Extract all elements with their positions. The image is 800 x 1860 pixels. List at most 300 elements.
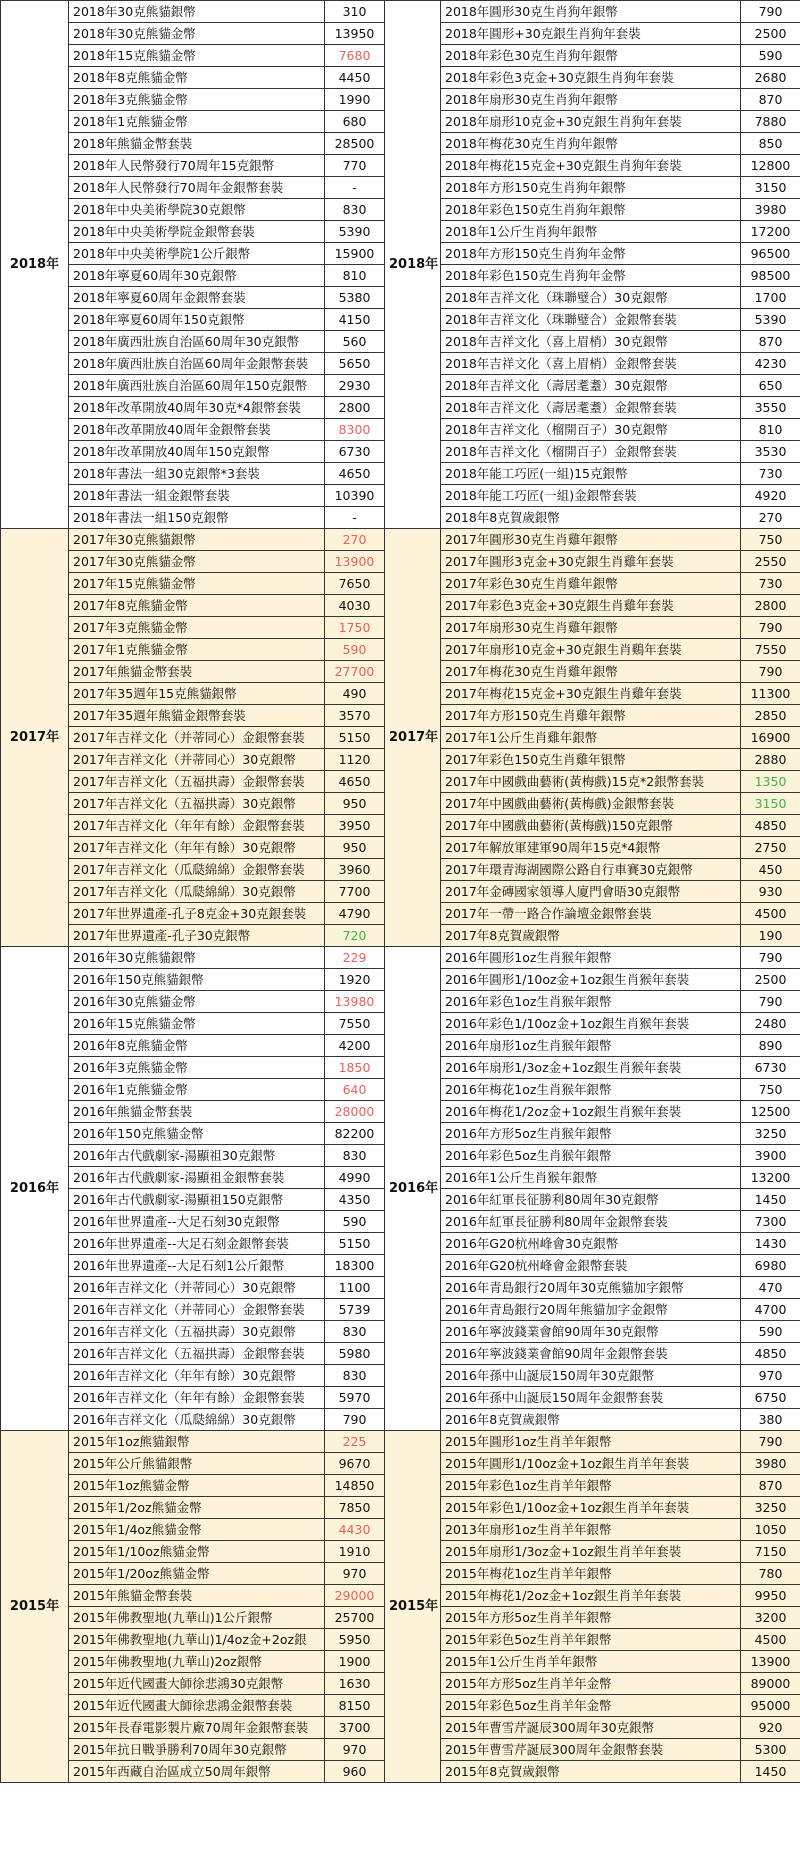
coin-name-left: 2015年1/4oz熊貓金幣 xyxy=(69,1519,325,1541)
price-left: 4200 xyxy=(325,1035,385,1057)
price-left: 5739 xyxy=(325,1299,385,1321)
coin-name-right: 2017年解放軍建軍90周年15克*4銀幣 xyxy=(441,837,741,859)
coin-name-left: 2016年吉祥文化（瓜瓞綿綿）30克銀幣 xyxy=(69,1409,325,1431)
coin-name-right: 2016年彩色5oz生肖猴年銀幣 xyxy=(441,1145,741,1167)
price-right: 5390 xyxy=(741,309,800,331)
price-right: 12500 xyxy=(741,1101,800,1123)
price-right: 7300 xyxy=(741,1211,800,1233)
coin-name-right: 2015年曹雪芹誕辰300周年30克銀幣 xyxy=(441,1717,741,1739)
price-right: 7550 xyxy=(741,639,800,661)
coin-name-right: 2016年扇形1/3oz金+1oz銀生肖猴年套裝 xyxy=(441,1057,741,1079)
price-left: 1920 xyxy=(325,969,385,991)
coin-name-left: 2016年30克熊貓銀幣 xyxy=(69,947,325,969)
price-left: 270 xyxy=(325,529,385,551)
coin-name-left: 2017年吉祥文化（瓜瓞綿綿）金銀幣套裝 xyxy=(69,859,325,881)
price-right: 98500 xyxy=(741,265,800,287)
price-right: 790 xyxy=(741,991,800,1013)
coin-name-right: 2018年梅花15克金+30克銀生肖狗年套裝 xyxy=(441,155,741,177)
coin-name-right: 2016年彩色1/10oz金+1oz銀生肖猴年套裝 xyxy=(441,1013,741,1035)
coin-name-left: 2016年古代戲劇家-湯顯祖150克銀幣 xyxy=(69,1189,325,1211)
price-left: 830 xyxy=(325,1365,385,1387)
coin-name-right: 2017年8克賀歲銀幣 xyxy=(441,925,741,947)
year-label-left: 2017年 xyxy=(1,529,69,947)
price-right: 3250 xyxy=(741,1123,800,1145)
coin-name-right: 2018年圓形30克生肖狗年銀幣 xyxy=(441,1,741,23)
price-left: 1900 xyxy=(325,1651,385,1673)
coin-name-right: 2016年扇形1oz生肖猴年銀幣 xyxy=(441,1035,741,1057)
coin-name-left: 2015年1oz熊貓金幣 xyxy=(69,1475,325,1497)
coin-name-left: 2018年改革開放40周年150克銀幣 xyxy=(69,441,325,463)
coin-name-right: 2017年扇形10克金+30克銀生肖鷄年套裝 xyxy=(441,639,741,661)
coin-name-right: 2017年彩色150克生肖雞年银幣 xyxy=(441,749,741,771)
coin-name-right: 2015年彩色5oz生肖羊年銀幣 xyxy=(441,1629,741,1651)
price-left: 7680 xyxy=(325,45,385,67)
price-right: 790 xyxy=(741,947,800,969)
coin-name-left: 2018年書法一組30克銀幣*3套裝 xyxy=(69,463,325,485)
price-right: 4700 xyxy=(741,1299,800,1321)
price-left: 27700 xyxy=(325,661,385,683)
coin-name-left: 2018年1克熊貓金幣 xyxy=(69,111,325,133)
price-left: - xyxy=(325,177,385,199)
price-right: 730 xyxy=(741,573,800,595)
price-left: 9670 xyxy=(325,1453,385,1475)
coin-name-left: 2018年3克熊貓金幣 xyxy=(69,89,325,111)
coin-name-right: 2015年方形5oz生肖羊年銀幣 xyxy=(441,1607,741,1629)
price-left: 960 xyxy=(325,1761,385,1783)
price-left: 28500 xyxy=(325,133,385,155)
coin-name-left: 2017年吉祥文化（并蒂同心）金銀幣套裝 xyxy=(69,727,325,749)
price-right: 2880 xyxy=(741,749,800,771)
price-left: 7700 xyxy=(325,881,385,903)
coin-name-left: 2017年35週年15克熊貓銀幣 xyxy=(69,683,325,705)
coin-name-right: 2016年紅軍長征勝利80周年30克銀幣 xyxy=(441,1189,741,1211)
coin-name-left: 2018年寧夏60周年金銀幣套裝 xyxy=(69,287,325,309)
price-left: 82200 xyxy=(325,1123,385,1145)
coin-name-left: 2018年30克熊貓銀幣 xyxy=(69,1,325,23)
coin-name-left: 2018年熊貓金幣套裝 xyxy=(69,133,325,155)
coin-name-left: 2018年改革開放40周年金銀幣套裝 xyxy=(69,419,325,441)
price-right: 4920 xyxy=(741,485,800,507)
coin-name-left: 2016年吉祥文化（并蒂同心）金銀幣套裝 xyxy=(69,1299,325,1321)
coin-name-right: 2016年方形5oz生肖猴年銀幣 xyxy=(441,1123,741,1145)
coin-name-left: 2016年吉祥文化（五福拱壽）金銀幣套裝 xyxy=(69,1343,325,1365)
price-right: 590 xyxy=(741,45,800,67)
coin-name-right: 2016年孫中山誕辰150周年30克銀幣 xyxy=(441,1365,741,1387)
price-left: 970 xyxy=(325,1739,385,1761)
table-row xyxy=(1,1431,800,1453)
price-right: 3150 xyxy=(741,793,800,815)
coin-name-right: 2017年彩色3克金+30克銀生肖雞年套裝 xyxy=(441,595,741,617)
price-right: 9950 xyxy=(741,1585,800,1607)
price-left: 590 xyxy=(325,639,385,661)
coin-name-right: 2018年梅花30克生肖狗年銀幣 xyxy=(441,133,741,155)
price-right: 650 xyxy=(741,375,800,397)
coin-name-right: 2016年8克賀歲銀幣 xyxy=(441,1409,741,1431)
price-left: 770 xyxy=(325,155,385,177)
coin-name-left: 2016年15克熊貓金幣 xyxy=(69,1013,325,1035)
price-left: 1750 xyxy=(325,617,385,639)
coin-name-left: 2018年中央美術學院30克銀幣 xyxy=(69,199,325,221)
price-left: 1910 xyxy=(325,1541,385,1563)
coin-name-right: 2018年8克賀歲銀幣 xyxy=(441,507,741,529)
price-right: 890 xyxy=(741,1035,800,1057)
coin-name-left: 2015年佛教聖地(九華山)2oz銀幣 xyxy=(69,1651,325,1673)
price-right: 3980 xyxy=(741,199,800,221)
price-left: 28000 xyxy=(325,1101,385,1123)
coin-name-left: 2016年吉祥文化（五福拱壽）30克銀幣 xyxy=(69,1321,325,1343)
table-row xyxy=(1,947,800,969)
price-right: 89000 xyxy=(741,1673,800,1695)
coin-name-right: 2016年梅花1oz生肖猴年銀幣 xyxy=(441,1079,741,1101)
price-right: 970 xyxy=(741,1365,800,1387)
price-right: 870 xyxy=(741,331,800,353)
coin-name-right: 2018年能工巧匠(一組)金銀幣套裝 xyxy=(441,485,741,507)
price-left: 4990 xyxy=(325,1167,385,1189)
price-right: 4500 xyxy=(741,1629,800,1651)
price-left: 5970 xyxy=(325,1387,385,1409)
price-left: 830 xyxy=(325,199,385,221)
price-left: 25700 xyxy=(325,1607,385,1629)
coin-name-left: 2017年熊貓金幣套裝 xyxy=(69,661,325,683)
coin-name-right: 2016年G20杭州峰會30克銀幣 xyxy=(441,1233,741,1255)
coin-name-left: 2015年長春電影製片廠70周年金銀幣套裝 xyxy=(69,1717,325,1739)
price-right: 750 xyxy=(741,1079,800,1101)
coin-name-left: 2018年書法一組150克銀幣 xyxy=(69,507,325,529)
price-right: 3250 xyxy=(741,1497,800,1519)
coin-name-left: 2017年3克熊貓金幣 xyxy=(69,617,325,639)
coin-name-right: 2016年寧波錢業會館90周年30克銀幣 xyxy=(441,1321,741,1343)
price-left: 13950 xyxy=(325,23,385,45)
coin-name-right: 2016年孫中山誕辰150周年金銀幣套裝 xyxy=(441,1387,741,1409)
coin-name-left: 2018年15克熊貓金幣 xyxy=(69,45,325,67)
price-left: 4150 xyxy=(325,309,385,331)
coin-name-left: 2017年30克熊貓金幣 xyxy=(69,551,325,573)
price-right: 810 xyxy=(741,419,800,441)
price-right: 6730 xyxy=(741,1057,800,1079)
coin-name-right: 2016年寧波錢業會館90周年金銀幣套裝 xyxy=(441,1343,741,1365)
coin-name-right: 2016年紅軍長征勝利80周年金銀幣套裝 xyxy=(441,1211,741,1233)
price-right: 190 xyxy=(741,925,800,947)
coin-name-left: 2016年150克熊貓銀幣 xyxy=(69,969,325,991)
coin-name-left: 2016年世界遺產--大足石刻1公斤銀幣 xyxy=(69,1255,325,1277)
price-right: 4850 xyxy=(741,1343,800,1365)
coin-name-right: 2015年圓形1oz生肖羊年銀幣 xyxy=(441,1431,741,1453)
coin-name-right: 2017年一帶一路合作論壇金銀幣套裝 xyxy=(441,903,741,925)
price-right: 790 xyxy=(741,1431,800,1453)
coin-name-right: 2016年梅花1/2oz金+1oz銀生肖猴年套裝 xyxy=(441,1101,741,1123)
coin-name-right: 2017年扇形30克生肖雞年銀幣 xyxy=(441,617,741,639)
coin-name-right: 2015年1公斤生肖羊年銀幣 xyxy=(441,1651,741,1673)
price-left: 5390 xyxy=(325,221,385,243)
coin-name-right: 2013年扇形1oz生肖羊年銀幣 xyxy=(441,1519,741,1541)
price-right: 850 xyxy=(741,133,800,155)
price-left: 5150 xyxy=(325,1233,385,1255)
price-left: 950 xyxy=(325,837,385,859)
price-left: 4650 xyxy=(325,463,385,485)
price-left: 3950 xyxy=(325,815,385,837)
coin-name-right: 2018年吉祥文化（喜上眉梢）30克銀幣 xyxy=(441,331,741,353)
year-label-right: 2017年 xyxy=(385,529,441,947)
coin-name-right: 2015年8克賀歲銀幣 xyxy=(441,1761,741,1783)
price-left: 590 xyxy=(325,1211,385,1233)
coin-name-left: 2018年書法一組金銀幣套裝 xyxy=(69,485,325,507)
coin-name-right: 2018年吉祥文化（壽居耄耋）30克銀幣 xyxy=(441,375,741,397)
coin-name-left: 2015年熊貓金幣套裝 xyxy=(69,1585,325,1607)
price-right: 2500 xyxy=(741,969,800,991)
price-left: 830 xyxy=(325,1145,385,1167)
price-right: 2800 xyxy=(741,595,800,617)
price-left: 4030 xyxy=(325,595,385,617)
coin-name-right: 2015年方形5oz生肖羊年金幣 xyxy=(441,1673,741,1695)
coin-name-right: 2015年梅花1/2oz金+1oz銀生肖羊年套裝 xyxy=(441,1585,741,1607)
coin-name-right: 2018年彩色150克生肖狗年金幣 xyxy=(441,265,741,287)
price-right: 4850 xyxy=(741,815,800,837)
coin-name-right: 2017年中國戲曲藝術(黃梅戲)金銀幣套裝 xyxy=(441,793,741,815)
price-right: 920 xyxy=(741,1717,800,1739)
coin-name-right: 2017年1公斤生肖雞年銀幣 xyxy=(441,727,741,749)
price-left: 790 xyxy=(325,1409,385,1431)
coin-name-right: 2018年吉祥文化（壽居耄耋）金銀幣套裝 xyxy=(441,397,741,419)
coin-name-right: 2018年吉祥文化（榴開百子）金銀幣套裝 xyxy=(441,441,741,463)
coin-name-left: 2016年吉祥文化（年年有餘）金銀幣套裝 xyxy=(69,1387,325,1409)
coin-name-right: 2016年彩色1oz生肖猴年銀幣 xyxy=(441,991,741,1013)
price-left: 310 xyxy=(325,1,385,23)
coin-name-left: 2016年吉祥文化（年年有餘）30克銀幣 xyxy=(69,1365,325,1387)
price-right: 2750 xyxy=(741,837,800,859)
price-left: 1850 xyxy=(325,1057,385,1079)
coin-name-right: 2018年吉祥文化（珠聯璧合）30克銀幣 xyxy=(441,287,741,309)
coin-name-left: 2015年佛教聖地(九華山)1公斤銀幣 xyxy=(69,1607,325,1629)
coin-name-right: 2017年梅花30克生肖雞年銀幣 xyxy=(441,661,741,683)
price-left: 6730 xyxy=(325,441,385,463)
price-left: 225 xyxy=(325,1431,385,1453)
coin-name-left: 2018年廣西壯族自治區60周年金銀幣套裝 xyxy=(69,353,325,375)
coin-name-left: 2017年世界遺產-孔子8克金+30克銀套裝 xyxy=(69,903,325,925)
price-right: 5300 xyxy=(741,1739,800,1761)
year-label-right: 2015年 xyxy=(385,1431,441,1783)
price-left: 3700 xyxy=(325,1717,385,1739)
coin-name-right: 2018年彩色150克生肖狗年銀幣 xyxy=(441,199,741,221)
price-right: 3550 xyxy=(741,397,800,419)
coin-name-right: 2016年青島銀行20周年熊貓加字金銀幣 xyxy=(441,1299,741,1321)
price-right: 750 xyxy=(741,529,800,551)
price-left: 1990 xyxy=(325,89,385,111)
coin-name-left: 2018年30克熊貓金幣 xyxy=(69,23,325,45)
price-left: 7650 xyxy=(325,573,385,595)
coin-name-right: 2016年1公斤生肖猴年銀幣 xyxy=(441,1167,741,1189)
coin-name-left: 2015年佛教聖地(九華山)1/4oz金+2oz銀 xyxy=(69,1629,325,1651)
price-left: 10390 xyxy=(325,485,385,507)
price-right: 17200 xyxy=(741,221,800,243)
price-right: 790 xyxy=(741,661,800,683)
price-left: 1100 xyxy=(325,1277,385,1299)
year-label-left: 2016年 xyxy=(1,947,69,1431)
price-left: 15900 xyxy=(325,243,385,265)
price-right: 780 xyxy=(741,1563,800,1585)
coin-name-right: 2018年吉祥文化（榴開百子）30克銀幣 xyxy=(441,419,741,441)
price-left: 7850 xyxy=(325,1497,385,1519)
price-left: 950 xyxy=(325,793,385,815)
coin-name-left: 2016年古代戲劇家-湯顯祖金銀幣套裝 xyxy=(69,1167,325,1189)
coin-name-left: 2018年8克熊貓金幣 xyxy=(69,67,325,89)
coin-name-left: 2016年熊貓金幣套裝 xyxy=(69,1101,325,1123)
price-right: 2480 xyxy=(741,1013,800,1035)
price-right: 380 xyxy=(741,1409,800,1431)
coin-name-left: 2018年中央美術學院1公斤銀幣 xyxy=(69,243,325,265)
table-row xyxy=(1,1,800,23)
coin-name-left: 2015年近代國畫大師徐悲鴻30克銀幣 xyxy=(69,1673,325,1695)
coin-name-right: 2017年圓形3克金+30克銀生肖雞年套裝 xyxy=(441,551,741,573)
price-right: 4500 xyxy=(741,903,800,925)
coin-name-right: 2018年扇形30克生肖狗年銀幣 xyxy=(441,89,741,111)
coin-name-left: 2018年寧夏60周年150克銀幣 xyxy=(69,309,325,331)
coin-name-left: 2017年吉祥文化（年年有餘）金銀幣套裝 xyxy=(69,815,325,837)
coin-name-left: 2016年150克熊貓金幣 xyxy=(69,1123,325,1145)
price-left: 4350 xyxy=(325,1189,385,1211)
coin-name-left: 2015年1/10oz熊貓金幣 xyxy=(69,1541,325,1563)
coin-name-left: 2017年30克熊貓銀幣 xyxy=(69,529,325,551)
coin-name-left: 2018年中央美術學院金銀幣套裝 xyxy=(69,221,325,243)
price-right: 95000 xyxy=(741,1695,800,1717)
price-right: 7880 xyxy=(741,111,800,133)
price-right: 3200 xyxy=(741,1607,800,1629)
coin-name-left: 2016年1克熊貓金幣 xyxy=(69,1079,325,1101)
price-left: 13900 xyxy=(325,551,385,573)
coin-name-left: 2015年抗日戰爭勝利70周年30克銀幣 xyxy=(69,1739,325,1761)
coin-name-left: 2018年寧夏60周年30克銀幣 xyxy=(69,265,325,287)
coin-name-left: 2017年世界遺產-孔子30克銀幣 xyxy=(69,925,325,947)
coin-name-right: 2018年方形150克生肖狗年銀幣 xyxy=(441,177,741,199)
coin-name-right: 2018年1公斤生肖狗年銀幣 xyxy=(441,221,741,243)
price-left: 970 xyxy=(325,1563,385,1585)
price-left: 490 xyxy=(325,683,385,705)
coin-name-right: 2018年彩色30克生肖狗年銀幣 xyxy=(441,45,741,67)
price-left: 7550 xyxy=(325,1013,385,1035)
coin-name-right: 2018年方形150克生肖狗年金幣 xyxy=(441,243,741,265)
coin-name-right: 2017年中國戲曲藝術(黃梅戲)150克銀幣 xyxy=(441,815,741,837)
coin-name-right: 2015年彩色1oz生肖羊年銀幣 xyxy=(441,1475,741,1497)
coin-name-left: 2015年1/20oz熊貓金幣 xyxy=(69,1563,325,1585)
price-left: 8300 xyxy=(325,419,385,441)
price-left: 4650 xyxy=(325,771,385,793)
coin-name-right: 2017年環青海湖國際公路自行車賽30克銀幣 xyxy=(441,859,741,881)
coin-name-right: 2017年彩色30克生肖雞年銀幣 xyxy=(441,573,741,595)
coin-name-right: 2016年青島銀行20周年30克熊貓加字銀幣 xyxy=(441,1277,741,1299)
coin-name-right: 2015年彩色5oz生肖羊年金幣 xyxy=(441,1695,741,1717)
price-left: 810 xyxy=(325,265,385,287)
price-right: 96500 xyxy=(741,243,800,265)
price-left: 4790 xyxy=(325,903,385,925)
coin-name-left: 2017年吉祥文化（并蒂同心）30克銀幣 xyxy=(69,749,325,771)
price-left: 5980 xyxy=(325,1343,385,1365)
price-left: 1120 xyxy=(325,749,385,771)
coin-name-left: 2015年西藏自治區成立50周年銀幣 xyxy=(69,1761,325,1783)
price-right: 4230 xyxy=(741,353,800,375)
coin-name-left: 2018年改革開放40周年30克*4銀幣套裝 xyxy=(69,397,325,419)
coin-name-left: 2017年1克熊貓金幣 xyxy=(69,639,325,661)
price-right: 870 xyxy=(741,1475,800,1497)
price-right: 1700 xyxy=(741,287,800,309)
price-left: 830 xyxy=(325,1321,385,1343)
year-label-right: 2016年 xyxy=(385,947,441,1431)
coin-name-left: 2017年吉祥文化（年年有餘）30克銀幣 xyxy=(69,837,325,859)
coin-name-right: 2018年吉祥文化（珠聯璧合）金銀幣套裝 xyxy=(441,309,741,331)
table-row xyxy=(1,529,800,551)
price-left: 5950 xyxy=(325,1629,385,1651)
price-right: 6750 xyxy=(741,1387,800,1409)
coin-name-left: 2015年1oz熊貓銀幣 xyxy=(69,1431,325,1453)
coin-name-left: 2017年35週年熊貓金銀幣套裝 xyxy=(69,705,325,727)
price-left: 3570 xyxy=(325,705,385,727)
coin-name-left: 2016年古代戲劇家-湯顯祖30克銀幣 xyxy=(69,1145,325,1167)
price-right: 590 xyxy=(741,1321,800,1343)
price-left: 720 xyxy=(325,925,385,947)
coin-name-left: 2018年人民幣發行70周年金銀幣套裝 xyxy=(69,177,325,199)
coin-name-left: 2017年吉祥文化（五福拱壽）金銀幣套裝 xyxy=(69,771,325,793)
coin-name-right: 2015年圓形1/10oz金+1oz銀生肖羊年套裝 xyxy=(441,1453,741,1475)
coin-name-right: 2018年圓形+30克銀生肖狗年套裝 xyxy=(441,23,741,45)
price-right: 2550 xyxy=(741,551,800,573)
price-right: 470 xyxy=(741,1277,800,1299)
price-right: 790 xyxy=(741,1,800,23)
coin-name-left: 2017年吉祥文化（五福拱壽）30克銀幣 xyxy=(69,793,325,815)
coin-name-right: 2015年曹雪芹誕辰300周年金銀幣套裝 xyxy=(441,1739,741,1761)
price-right: 1450 xyxy=(741,1189,800,1211)
coin-name-right: 2018年能工巧匠(一組)15克銀幣 xyxy=(441,463,741,485)
price-right: 270 xyxy=(741,507,800,529)
price-right: 2500 xyxy=(741,23,800,45)
coin-name-left: 2016年3克熊貓金幣 xyxy=(69,1057,325,1079)
price-left: 640 xyxy=(325,1079,385,1101)
price-right: 6980 xyxy=(741,1255,800,1277)
coin-name-left: 2016年吉祥文化（并蒂同心）30克銀幣 xyxy=(69,1277,325,1299)
price-right: 3150 xyxy=(741,177,800,199)
coin-name-left: 2018年廣西壯族自治區60周年150克銀幣 xyxy=(69,375,325,397)
price-left: 8150 xyxy=(325,1695,385,1717)
price-right: 730 xyxy=(741,463,800,485)
coin-name-left: 2015年公斤熊貓銀幣 xyxy=(69,1453,325,1475)
price-right: 11300 xyxy=(741,683,800,705)
price-left: 229 xyxy=(325,947,385,969)
coin-name-left: 2015年1/2oz熊貓金幣 xyxy=(69,1497,325,1519)
price-right: 1450 xyxy=(741,1761,800,1783)
price-left: 29000 xyxy=(325,1585,385,1607)
price-left: 18300 xyxy=(325,1255,385,1277)
coin-name-left: 2017年15克熊貓金幣 xyxy=(69,573,325,595)
price-right: 16900 xyxy=(741,727,800,749)
coin-name-left: 2016年8克熊貓金幣 xyxy=(69,1035,325,1057)
coin-name-right: 2018年吉祥文化（喜上眉梢）金銀幣套裝 xyxy=(441,353,741,375)
price-right: 790 xyxy=(741,617,800,639)
coin-name-right: 2017年梅花15克金+30克銀生肖雞年套裝 xyxy=(441,683,741,705)
price-left: 5380 xyxy=(325,287,385,309)
price-left: 560 xyxy=(325,331,385,353)
coin-name-left: 2015年近代國畫大師徐悲鴻金銀幣套裝 xyxy=(69,1695,325,1717)
year-label-left: 2018年 xyxy=(1,1,69,529)
price-right: 3980 xyxy=(741,1453,800,1475)
price-left: - xyxy=(325,507,385,529)
coin-name-right: 2016年圓形1oz生肖猴年銀幣 xyxy=(441,947,741,969)
coin-name-left: 2018年人民幣發行70周年15克銀幣 xyxy=(69,155,325,177)
coin-name-right: 2017年中國戲曲藝術(黃梅戲)15克*2銀幣套裝 xyxy=(441,771,741,793)
price-right: 930 xyxy=(741,881,800,903)
coin-name-right: 2015年梅花1oz生肖羊年銀幣 xyxy=(441,1563,741,1585)
price-left: 2930 xyxy=(325,375,385,397)
year-label-right: 2018年 xyxy=(385,1,441,529)
coin-name-right: 2017年圓形30克生肖雞年銀幣 xyxy=(441,529,741,551)
price-left: 5650 xyxy=(325,353,385,375)
year-label-left: 2015年 xyxy=(1,1431,69,1783)
